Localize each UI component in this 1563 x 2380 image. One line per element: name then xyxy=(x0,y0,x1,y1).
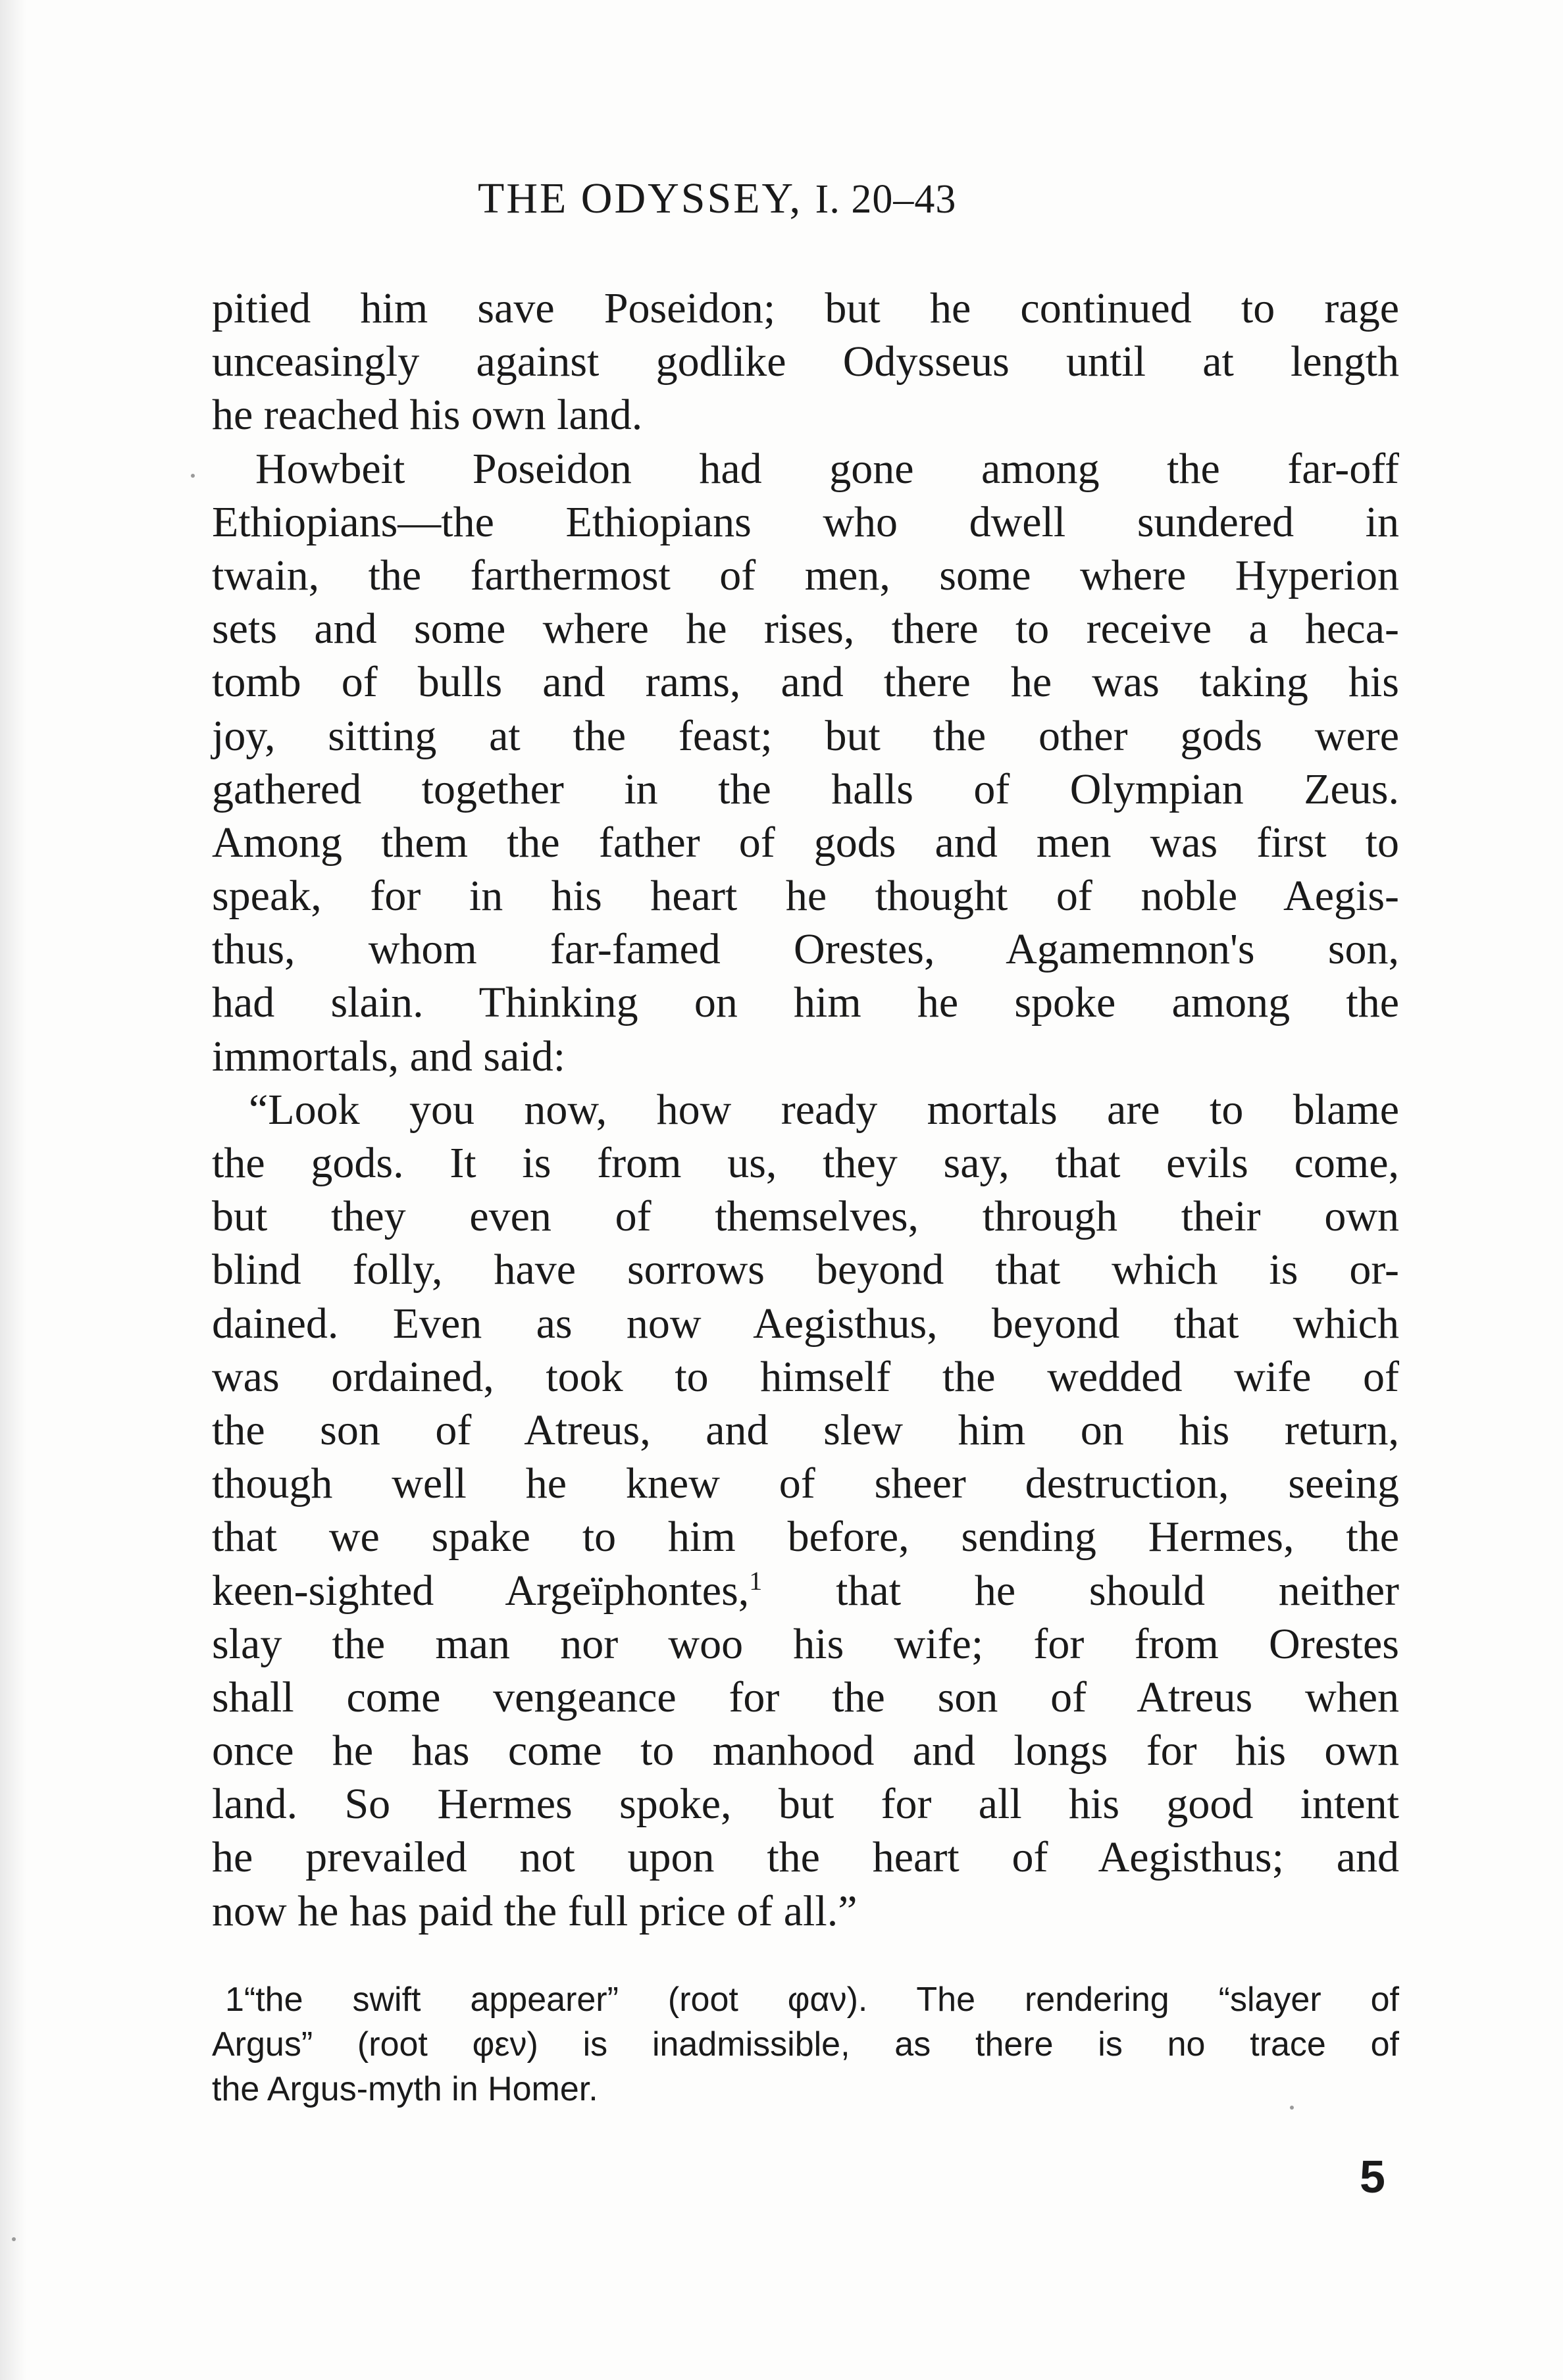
text-line: now he has paid the full price of all.” xyxy=(212,1886,858,1935)
text-line: had slain. Thinking on him he spoke among the xyxy=(212,978,1399,1027)
text-line: land. So Hermes spoke, but for all his good intent xyxy=(212,1780,1399,1829)
body-text xyxy=(212,282,1399,1938)
text-line: unceasingly against godlike Odysseus until at length xyxy=(212,338,1399,386)
text-line: gathered together in the halls of Olympian Zeus. xyxy=(212,765,1399,813)
footnote-marker: 1 xyxy=(749,1565,763,1596)
text-line: the gods. It is from us, they say, that evils come, xyxy=(212,1139,1399,1187)
text-line-with-footnote xyxy=(212,1564,1399,1617)
text-line: shall come vengeance for the son of Atreus when xyxy=(212,1673,1399,1721)
text-line: blind folly, have sorrows beyond that which is or- xyxy=(212,1246,1399,1294)
text-line: dained. Even as now Aegisthus, beyond that which xyxy=(212,1299,1399,1348)
text-line: tomb of bulls and rams, and there he was taking his xyxy=(212,658,1399,707)
text-line: speak, for in his heart he thought of noble Aegis- xyxy=(212,872,1399,921)
text-line: sets and some where he rises, there to receive a heca- xyxy=(212,605,1399,653)
text-line: once he has come to manhood and longs for his own xyxy=(212,1727,1399,1775)
page-number: 5 xyxy=(1360,2151,1385,2202)
text-line: joy, sitting at the feast; but the other gods were xyxy=(212,711,1399,760)
footnote-line: the Argus-myth in Homer. xyxy=(212,2070,598,2108)
text-line: twain, the farthermost of men, some where Hyperion xyxy=(212,551,1399,599)
footnote xyxy=(212,1977,1399,2112)
text-line: slay the man nor woo his wife; for from Orestes xyxy=(212,1619,1399,1668)
text-line: that we spake to him before, sending Hermes, the xyxy=(212,1513,1399,1561)
text-line: was ordained, took to himself the wedded wife of xyxy=(212,1352,1399,1401)
scan-speck xyxy=(191,474,195,478)
text-line: he prevailed not upon the heart of Aegisthus; and xyxy=(212,1833,1399,1882)
text-line: though well he knew of sheer destruction, seeing xyxy=(212,1459,1399,1508)
running-head-reference: I. 20–43 xyxy=(815,177,957,222)
scan-speck xyxy=(12,2237,16,2241)
running-head-title: THE ODYSSEY, xyxy=(478,174,803,222)
text-line-tail: that he should neither xyxy=(762,1566,1399,1615)
text-line: Ethiopians—the Ethiopians who dwell sundered in xyxy=(212,497,1399,546)
scan-speck xyxy=(1290,2106,1294,2110)
text-line: “Look you now, how ready mortals are to blame xyxy=(249,1085,1399,1134)
text-line: thus, whom far-famed Orestes, Agamemnon's son, xyxy=(212,925,1399,974)
running-head xyxy=(478,172,1202,226)
text-line: immortals, and said: xyxy=(212,1032,566,1080)
page-gutter-shadow xyxy=(0,0,26,2380)
footnote-line: 1“the swift appearer” (root φαν). The rendering “slayer of xyxy=(225,1981,1399,2019)
text-line: Howbeit Poseidon had gone among the far-off xyxy=(255,444,1399,493)
text-line: he reached his own land. xyxy=(212,391,643,440)
text-line: but they even of themselves, through their own xyxy=(212,1192,1399,1241)
text-line: the son of Atreus, and slew him on his return, xyxy=(212,1405,1399,1454)
text-line-start: keen-sighted Argeïphontes, xyxy=(212,1566,750,1615)
text-line: pitied him save Poseidon; but he continued to rage xyxy=(212,284,1399,332)
text-line: Among them the father of gods and men was first to xyxy=(212,818,1399,867)
footnote-line: Argus” (root φεν) is inadmissible, as there is no trace of xyxy=(212,2025,1399,2064)
